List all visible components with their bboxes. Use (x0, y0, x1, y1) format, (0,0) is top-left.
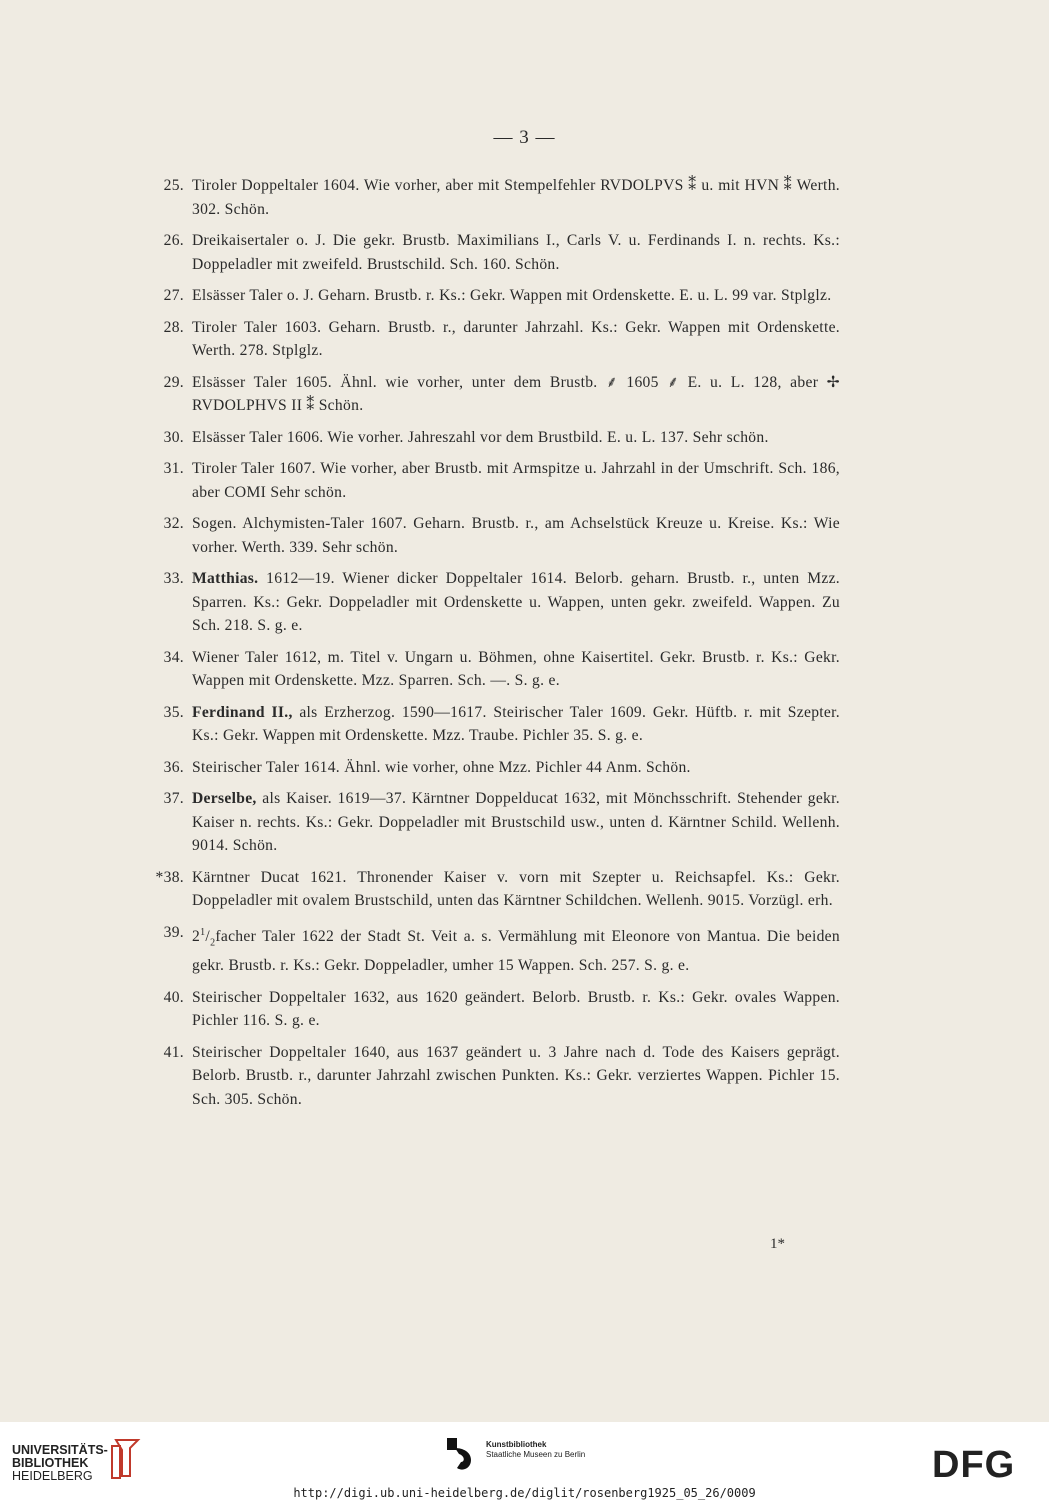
entry-text (192, 284, 840, 308)
entry-description: 1612—19. Wiener dicker Doppeltaler 1614. Belorb. geharn. Brustb. r., unten Mzz. Sparren. Ks.: Gekr. Doppeladler mit Ordenskette u. Wappen, unten gekr. zweifeld. Wappen. Zu Sch. 218. S. g. e. (192, 570, 840, 634)
entry-ruler-name: Matthias. (192, 570, 259, 587)
entry-text (192, 316, 840, 363)
entry-number: 26. (163, 232, 184, 249)
catalog-entry (150, 986, 840, 1033)
entry-description: Tiroler Taler 1607. Wie vorher, aber Brustb. mit Armspitze u. Jahrzahl in der Umschrift. Sch. 186, aber COMI Sehr schön. (192, 460, 840, 501)
logo-line: BIBLIOTHEK (12, 1456, 89, 1470)
footer (0, 1422, 1049, 1504)
entry-text (192, 701, 840, 748)
entry-text (192, 229, 840, 276)
entry-description: Tiroler Taler 1603. Geharn. Brustb. r., darunter Jahrzahl. Ks.: Gekr. Wappen mit Ordenskette. Werth. 278. Stplglz. (192, 318, 840, 359)
page-number: — 3 — (493, 127, 556, 148)
entry-number: *38. (155, 868, 184, 886)
entry-text (192, 457, 840, 504)
entry-number: 37. (163, 790, 184, 807)
catalog-entry (150, 174, 840, 221)
entry-description: Kärntner Ducat 1621. Thronender Kaiser v. vorn mit Szepter u. Reichsapfel. Ks.: Gekr. Doppeladler mit ovalem Brustschild, unten das Kärntner Schildchen. Wellenh. 9015. Vorzügl. erh. (192, 868, 840, 909)
entry-number: 34. (163, 648, 184, 666)
fraction-numerator: 1 (200, 926, 206, 938)
entry-ruler-name: Ferdinand II., (192, 703, 293, 721)
catalog-entry (150, 284, 840, 308)
entry-text (192, 986, 840, 1033)
entry-number: 31. (163, 460, 184, 477)
entry-text: $2^1/_2facher$ Taler 1622 der Stadt St. Veit a. s. Vermählung mit Eleonore von Mantua. Die beiden gekr. Brustb. r. Ks.: Gekr. Doppeladler, umher 15 Wappen. Sch. 257. S. g. e. (192, 926, 840, 975)
fraction-denominator: 2 (210, 936, 216, 948)
entry-text (192, 787, 840, 858)
entry-ruler-name: Derselbe, (192, 790, 257, 807)
kb-title: Kunstbibliothek (486, 1440, 547, 1449)
entry-number: 28. (163, 318, 184, 336)
entry-number: 35. (163, 703, 184, 721)
dfg-logo[interactable]: DFG (932, 1444, 1016, 1486)
entry-text (192, 512, 840, 559)
catalog-entry (150, 787, 840, 858)
entry-text (192, 371, 840, 418)
entry-text (192, 174, 840, 221)
entry-description: Elsässer Taler 1605. Ähnl. wie vorher, unter dem Brustb. ⸙ 1605 ⸙ E. u. L. 128, aber ✢ RVDOLPHVS II ⁑ Schön. (192, 373, 840, 414)
catalog-entry (150, 512, 840, 559)
catalog-entry (150, 426, 840, 450)
catalog-entry (150, 646, 840, 693)
entry-number: 33. (163, 570, 184, 587)
catalog-entry (150, 567, 840, 638)
entry-number: 32. (163, 515, 184, 532)
catalog-entry (150, 756, 840, 780)
entry-number: 25. (163, 177, 184, 194)
catalog-entries (150, 174, 840, 1119)
kb-subtitle: Staatliche Museen zu Berlin (486, 1450, 586, 1459)
entry-number: 29. (163, 373, 184, 391)
catalog-entry (150, 371, 840, 418)
catalog-entry (150, 921, 840, 978)
signature-mark: 1* (770, 1236, 785, 1252)
catalog-entry (150, 457, 840, 504)
entry-description: Wiener Taler 1612, m. Titel v. Ungarn u. Böhmen, ohne Kaisertitel. Gekr. Brustb. r. Ks.: Gekr. Wappen mit Ordenskette. Mzz. Sparren. Sch. —. S. g. e. (192, 648, 840, 689)
entry-number: 36. (163, 758, 184, 776)
entry-description: Elsässer Taler 1606. Wie vorher. Jahreszahl vor dem Brustbild. E. u. L. 137. Sehr schön. (192, 428, 769, 446)
entry-text (192, 866, 840, 913)
entry-number: 41. (163, 1043, 184, 1061)
kunstbibliothek-logo-icon[interactable] (447, 1438, 477, 1472)
catalog-entry (150, 701, 840, 748)
entry-text (192, 646, 840, 693)
logo-line: UNIVERSITÄTS- (12, 1443, 108, 1457)
entry-description: Steirischer Doppeltaler 1632, aus 1620 geändert. Belorb. Brustb. r. Ks.: Gekr. ovales Wappen. Pichler 116. S. g. e. (192, 988, 840, 1030)
entry-description: Steirischer Doppeltaler 1640, aus 1637 geändert u. 3 Jahre nach d. Tode des Kaisers geprägt. Belorb. Brustb. r., darunter Jahrzahl zwischen Punkten. Ks.: Gekr. verziertes Wappen. Pichler 15. Sch. 305. Schön. (192, 1043, 840, 1108)
entry-description: Dreikaisertaler o. J. Die gekr. Brustb. Maximilians I., Carls V. u. Ferdinands I. n. rechts. Ks.: Doppeladler mit zweifeld. Brustschild. Sch. 160. Schön. (192, 232, 840, 273)
permalink-url[interactable]: http://digi.ub.uni-heidelberg.de/diglit/rosenberg1925_05_26/0009 (293, 1486, 756, 1500)
logo-line: HEIDELBERG (12, 1469, 93, 1483)
university-library-logo[interactable] (12, 1444, 108, 1483)
entry-number: 39. (163, 923, 184, 941)
entry-number: 27. (163, 287, 184, 304)
catalog-entry (150, 229, 840, 276)
entry-text (192, 1041, 840, 1112)
catalog-entry (150, 1041, 840, 1112)
entry-description: als Erzherzog. 1590—1617. Steirischer Taler 1609. Gekr. Hüftb. r. mit Szepter. Ks.: Gekr. Wappen mit Ordenskette. Mzz. Traube. Pichler 35. S. g. e. (192, 703, 840, 744)
entry-description: Tiroler Doppeltaler 1604. Wie vorher, aber mit Stempelfehler RVDOLPVS ⁑ u. mit HVN ⁑ Werth. 302. Schön. (192, 177, 840, 218)
kunstbibliothek-text (486, 1440, 585, 1460)
entry-text (192, 756, 840, 780)
entry-number: 30. (163, 428, 184, 446)
entry-description: Elsässer Taler o. J. Geharn. Brustb. r. Ks.: Gekr. Wappen mit Ordenskette. E. u. L. 99 var. Stplglz. (192, 287, 832, 304)
entry-text (192, 426, 840, 450)
university-emblem-icon (108, 1436, 144, 1480)
fraction-whole: 2 (192, 927, 201, 945)
entry-description: Steirischer Taler 1614. Ähnl. wie vorher, ohne Mzz. Pichler 44 Anm. Schön. (192, 758, 691, 776)
catalog-entry (150, 866, 840, 913)
entry-number: 40. (163, 988, 184, 1006)
entry-text (192, 567, 840, 638)
catalog-entry (150, 316, 840, 363)
entry-description: facher Taler 1622 der Stadt St. Veit a. s. Vermählung mit Eleonore von Mantua. Die beiden gekr. Brustb. r. Ks.: Gekr. Doppeladler, umher 15 Wappen. Sch. 257. S. g. e. (192, 927, 840, 975)
entry-description: Sogen. Alchymisten-Taler 1607. Geharn. Brustb. r., am Achselstück Kreuze u. Kreise. Ks.: Wie vorher. Werth. 339. Sehr schön. (192, 515, 840, 556)
entry-description: als Kaiser. 1619—37. Kärntner Doppelducat 1632, mit Mönchsschrift. Stehender gekr. Kaiser n. rechts. Ks.: Gekr. Doppeladler mit Brustschild usw., unten d. Kärntner Schild. Wellenh. 9014. Schön. (192, 790, 840, 854)
